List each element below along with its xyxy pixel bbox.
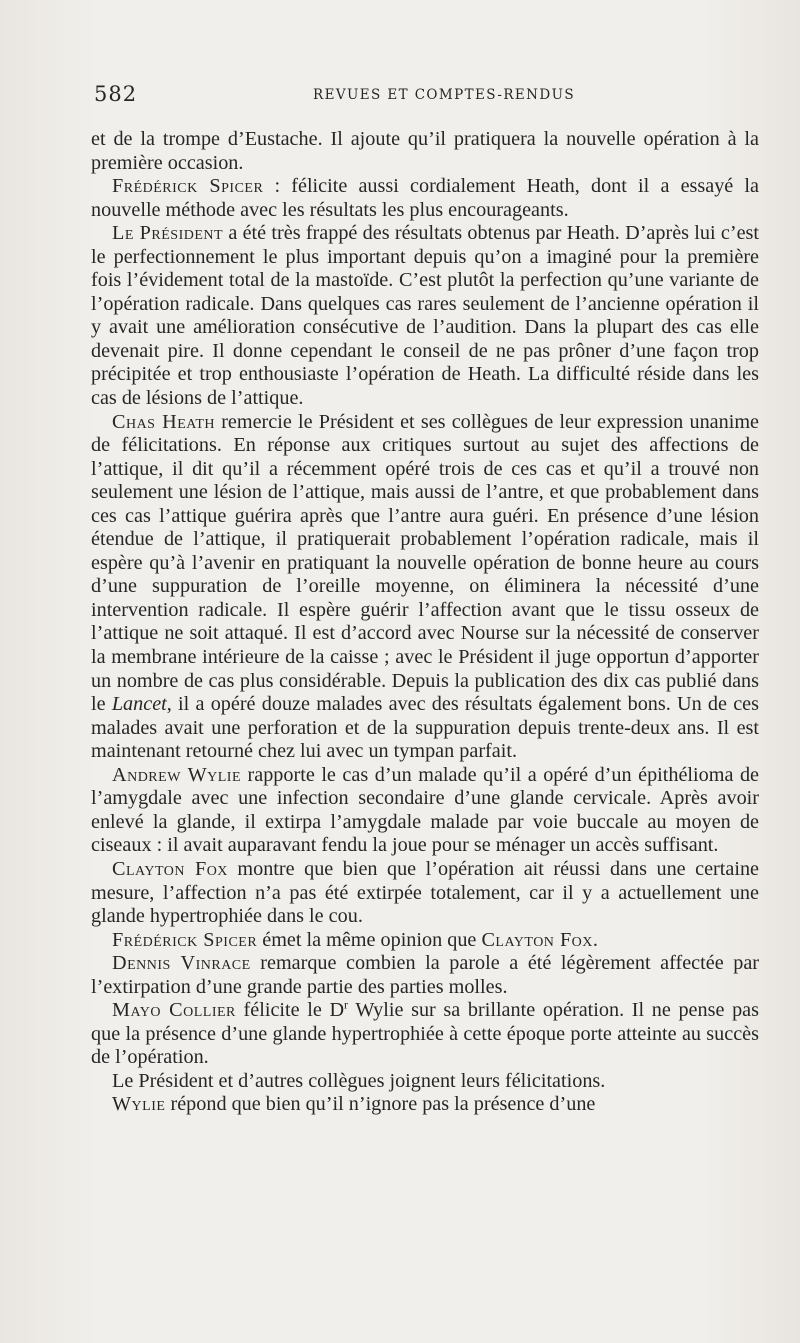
running-title: REVUES ET COMPTES-RENDUS — [313, 87, 576, 103]
speaker-name: Clayton Fox — [112, 857, 228, 880]
paragraph-4: Chas Heath remercie le Président et ses collègues de leur expression unanime de félicitations. En réponse aux critiques surtout au sujet des affections de l’attique, il dit qu’il a récemment opéré trois de ces cas et qu’il a trouvé non seulement une lésion de l’attique, mais aussi de l’antre, et que probablement dans ces cas l’attique guérira après que l’antre aura guéri. En présence d’une lésion étendue de l’attique, il pratiquerait probablement l’opération radicale, mais il espère qu’à l’avenir en pratiquant la nouvelle opération de bonne heure au cours d’une suppuration de l’oreille moyenne, on éliminera la nécessité d’une intervention radicale. Il espère guérir l’affection avant que le tissu osseux de l’attique ne soit attaqué. Il est d’accord avec Nourse sur la nécessité de conserver la membrane intérieure de la caisse ; avec le Président il juge opportun d’apporter un nombre de cas plus considérable. Depuis la publication des dix cas publié dans le Lancet, il a opéré douze malades avec des résultats également bons. Un de ces malades avait une perforation et de la suppuration depuis trente-deux ans. Il est maintenant retourné chez lui avec un tympan parfait. — [91, 410, 759, 763]
paragraph-2: Frédérick Spicer : félicite aussi cordialement Heath, dont il a essayé la nouvelle méthode avec les résultats les plus encourageants. — [91, 175, 759, 221]
paragraph-7: Frédérick Spicer émet la même opinion que Clayton Fox. — [112, 928, 598, 951]
page-header — [94, 82, 774, 112]
speaker-name: Frédérick Spicer — [112, 175, 264, 198]
paragraph-6: Clayton Fox montre que bien que l’opération ait réussi dans une certaine mesure, l’affection n’a pas été extirpée totalement, car il y a actuellement une glande hypertrophiée dans le cou. — [91, 857, 759, 928]
superscript: r — [344, 997, 349, 1012]
speaker-name: Andrew Wylie — [112, 763, 241, 786]
paragraph-3: Le Président a été très frappé des résultats obtenus par Heath. D’après lui c’est le perfectionnement le plus important depuis qu’on a imaginé pour la première fois l’évidement total de la mastoïde. C’est plutôt la perfection qu’une variante de l’opération radicale. Dans quelques cas rares seulement de l’ancienne opération il y avait une amélioration consécutive de l’audition. Dans la plupart des cas elle devenait pire. Il donne cependant le conseil de ne pas prôner d’une façon trop précipitée et trop enthousiaste l’opération de Heath. La difficulté réside dans les cas de lésions de l’attique. — [91, 222, 759, 410]
paragraph-9: Mayo Collier félicite le $D^r$ Wylie sur sa brillante opération. Il ne pense pas que la présence d’une glande hypertrophiée à cette époque porte atteinte au succès de l’opération. — [91, 997, 759, 1069]
speaker-name: Chas Heath — [112, 410, 216, 433]
speaker-name: Mayo Collier — [112, 999, 236, 1022]
paragraph-11: Wylie répond que bien qu’il n’ignore pas la présence d’une — [112, 1093, 596, 1116]
paragraph-5: Andrew Wylie rapporte le cas d’un malade qu’il a opéré d’un épithélioma de l’amygdale avec une infection secondaire d’une glande cervicale. Après avoir enlevé la glande, il extirpa l’amygdale malade par voie buccale au moyen de ciseaux : il avait auparavant fendu la joue pour se ménager un accès suffisant. — [91, 763, 759, 857]
speaker-name: Frédérick Spicer — [112, 928, 258, 951]
paragraph-8: Dennis Vinrace remarque combien la parole a été légèrement affectée par l’extirpation d’une grande partie des parties molles. — [91, 952, 759, 998]
article-body — [91, 128, 759, 1117]
paragraph-10: Le Président et d’autres collègues joignent leurs félicitations. — [112, 1069, 606, 1092]
speaker-name: Clayton Fox — [481, 928, 593, 951]
speaker-name: Le Président — [112, 222, 224, 245]
paragraph-1: et de la trompe d’Eustache. Il ajoute qu’il pratiquera la nouvelle opération à la première occasion. — [91, 128, 759, 174]
journal-title: Lancet — [111, 693, 167, 716]
speaker-name: Dennis Vinrace — [112, 952, 251, 975]
speaker-name: Wylie — [112, 1093, 166, 1116]
page-number: 582 — [94, 82, 138, 106]
